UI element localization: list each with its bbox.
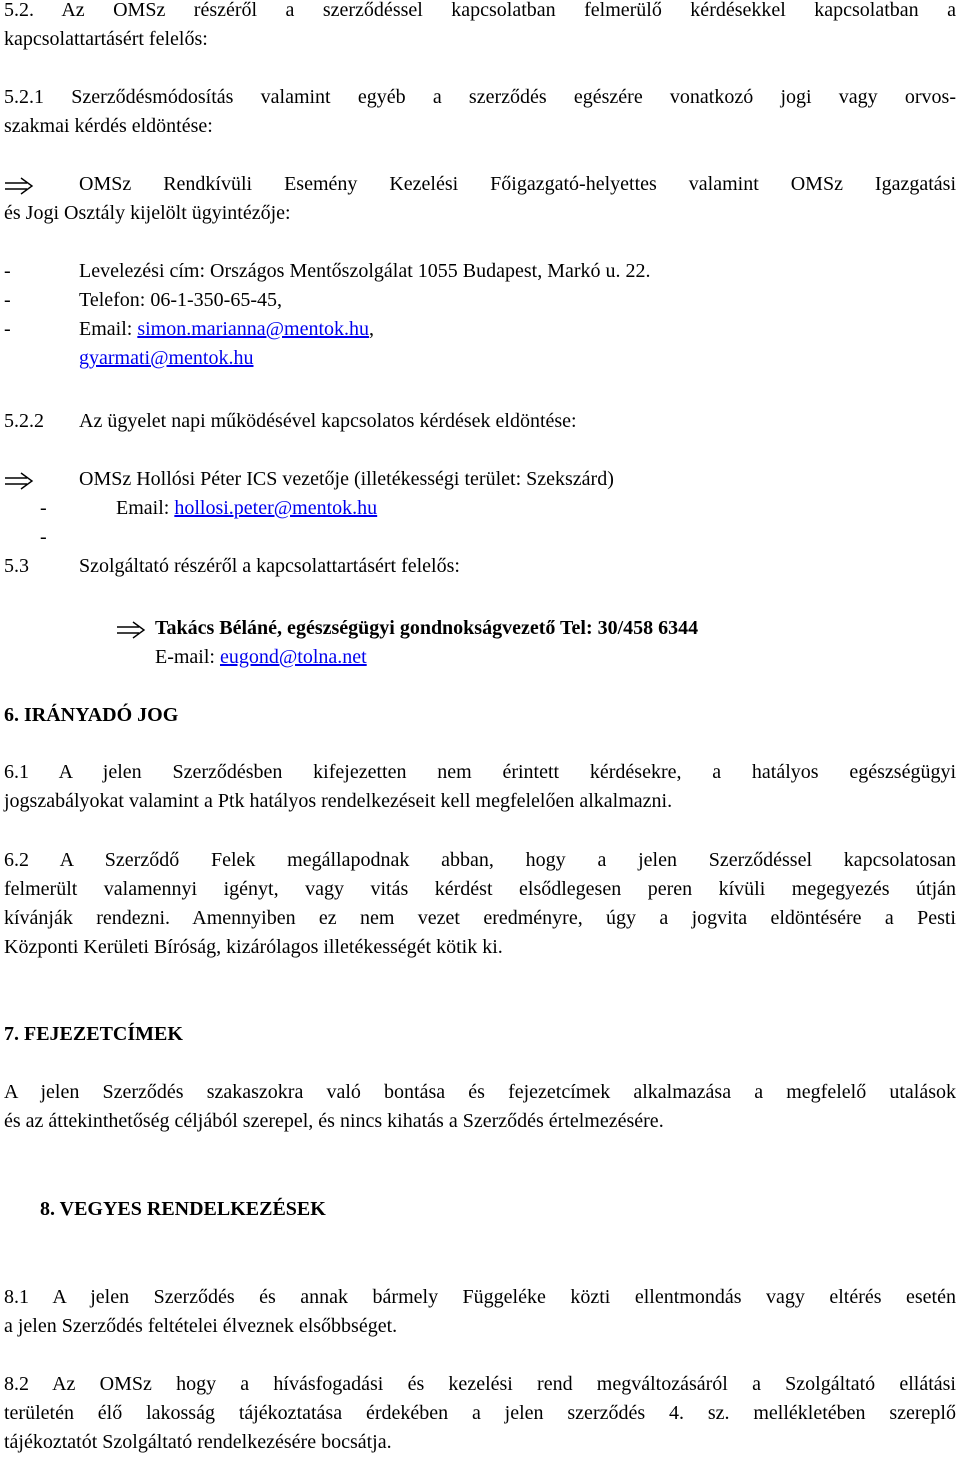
provider-contact: Takács Béláné, egészségügyi gondnokságvezető Tel: 30/458 6344	[155, 617, 699, 639]
email-line	[116, 494, 377, 523]
email-link-eugond[interactable]: eugond@tolna.net	[219, 646, 367, 668]
section-6-1-line-2: jogszabályokat valamint a Ptk hatályos rendelkezéseit kell megfelelően alkalmazni.	[4, 790, 673, 812]
contact-person-line-2: és Jogi Osztály kijelölt ügyintézője:	[4, 202, 291, 224]
section-5-2-line-2: kapcsolattartásért felelős:	[4, 28, 208, 50]
section-6-2-line-4: Központi Kerületi Bíróság, kizárólagos illetékességét kötik ki.	[4, 936, 503, 958]
section-5-2-1-line-2: szakmai kérdés eldöntése:	[4, 115, 213, 137]
email-link-hollosi[interactable]: hollosi.peter@mentok.hu	[174, 497, 378, 519]
section-6-1-line-1: 6.1 A jelen Szerződésben kifejezetten nem érintett kérdésekre, a hatályos egészségügyi	[4, 761, 956, 783]
section-8-2-line-2: területén élő lakosság tájékoztatása érdekében a jelen szerződés 4. sz. mellékletében szereplő	[4, 1402, 956, 1424]
section-5-2-2-number: 5.2.2	[4, 410, 44, 432]
section-7-line-2: és az áttekinthetőség céljából szerepel, és nincs kihatás a Szerződés értelmezésére.	[4, 1110, 664, 1132]
section-8-2-line-3: tájékoztatót Szolgáltató rendelkezésére bocsátja.	[4, 1431, 392, 1453]
bullet-dash: -	[4, 260, 11, 282]
section-8-1-line-1: 8.1 A jelen Szerződés és annak bármely Függeléke közti ellentmondás vagy eltérés esetén	[4, 1286, 956, 1308]
section-8-1-line-2: a jelen Szerződés feltételei élveznek elsőbbséget.	[4, 1315, 398, 1337]
section-8-heading: 8. VEGYES RENDELKEZÉSEK	[40, 1198, 326, 1220]
email-link-simon[interactable]: simon.marianna@mentok.hu	[137, 318, 370, 340]
section-5-2-1-line-1: 5.2.1 Szerződésmódosítás valamint egyéb a szerződés egészére vonatkozó jogi vagy orvos-	[4, 86, 956, 108]
section-5-3-text: Szolgáltató részéről a kapcsolattartásért felelős:	[79, 555, 460, 577]
bullet-dash-empty: -	[40, 526, 47, 548]
section-5-2-2-text: Az ügyelet napi működésével kapcsolatos kérdések eldöntése:	[79, 410, 577, 432]
bullet-dash: -	[4, 289, 11, 311]
email-label: E-mail:	[155, 646, 220, 668]
bullet-dash: -	[40, 497, 47, 519]
email-line	[79, 315, 374, 344]
section-6-2-line-2: felmerült valamennyi igényt, vagy vitás kérdést elsődlegesen peren kívüli megegyezés útján	[4, 878, 956, 900]
right-arrow-icon	[4, 471, 34, 491]
section-7-line-1: A jelen Szerződés szakaszokra való bontása és fejezetcímek alkalmazása a megfelelő utalások	[4, 1081, 956, 1103]
ics-leader: OMSz Hollósi Péter ICS vezetője (illetékességi terület: Szekszárd)	[79, 468, 614, 490]
right-arrow-icon	[4, 176, 34, 196]
section-6-2-line-3: kívánják rendezni. Amennyiben ez nem vezet eredményre, úgy a jogvita eldöntésére a Pesti	[4, 907, 956, 929]
provider-email-line	[155, 643, 367, 672]
postal-address: Levelezési cím: Országos Mentőszolgálat 1055 Budapest, Markó u. 22.	[79, 260, 651, 282]
section-8-2-line-1: 8.2 Az OMSz hogy a hívásfogadási és kezelési rend megváltozásáról a Szolgáltató ellátási	[4, 1373, 956, 1395]
section-7-heading: 7. FEJEZETCÍMEK	[4, 1023, 183, 1045]
section-6-2-line-1: 6.2 A Szerződő Felek megállapodnak abban, hogy a jelen Szerződéssel kapcsolatosan	[4, 849, 956, 871]
right-arrow-icon	[116, 620, 146, 640]
email-label: Email:	[116, 497, 175, 519]
email-label: Email:	[79, 318, 138, 340]
email-line-2	[79, 344, 254, 373]
phone-number: Telefon: 06-1-350-65-45,	[79, 289, 282, 311]
section-6-heading: 6. IRÁNYADÓ JOG	[4, 704, 179, 726]
section-5-2-line-1: 5.2. Az OMSz részéről a szerződéssel kapcsolatban felmerülő kérdésekkel kapcsolatban a	[4, 0, 956, 21]
email-link-gyarmati[interactable]: gyarmati@mentok.hu	[79, 347, 254, 369]
contact-person-line-1: OMSz Rendkívüli Esemény Kezelési Főigazgató-helyettes valamint OMSz Igazgatási	[79, 173, 956, 195]
comma: ,	[369, 318, 375, 340]
bullet-dash: -	[4, 318, 11, 340]
section-5-3-number: 5.3	[4, 555, 29, 577]
